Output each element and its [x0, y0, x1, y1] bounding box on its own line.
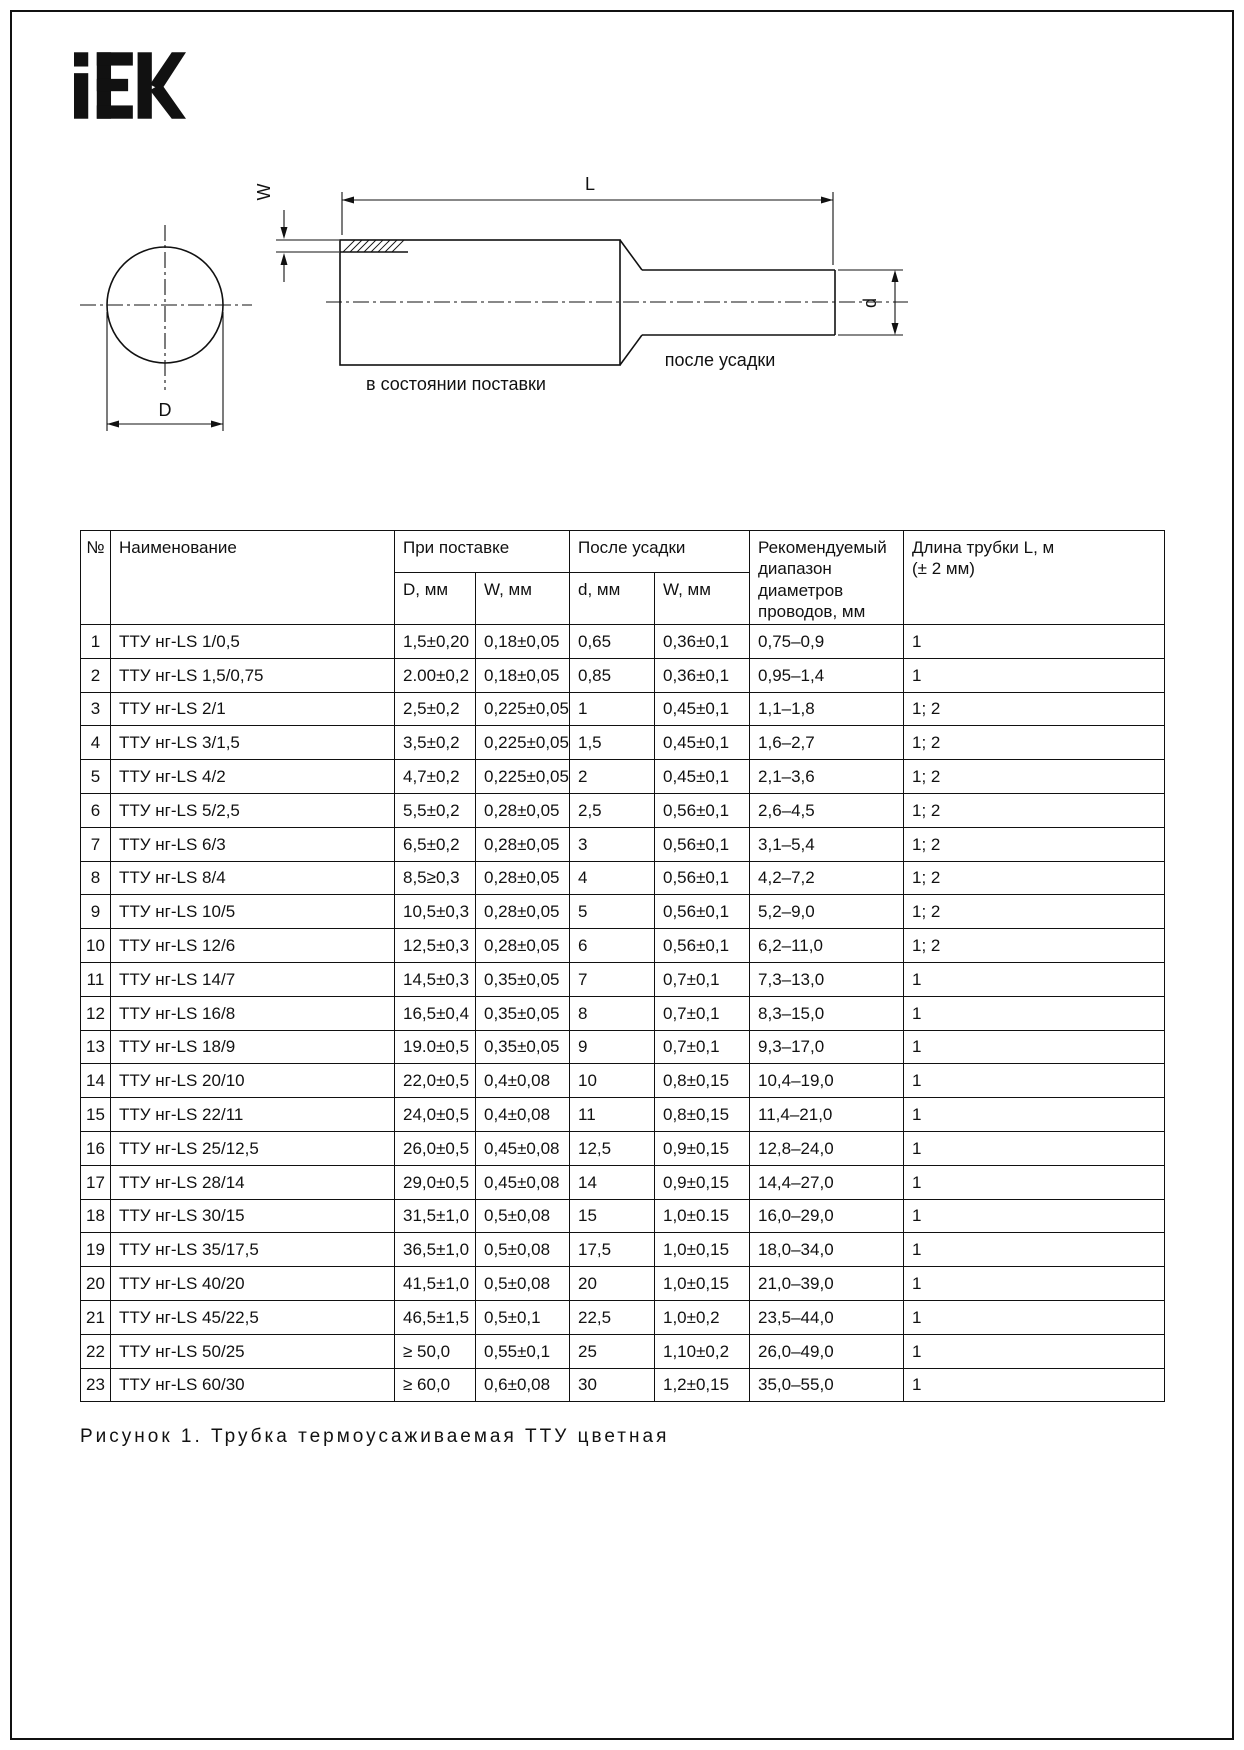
- table-cell: 1,5±0,20: [395, 625, 476, 659]
- table-cell: ТТУ нг-LS 2/1: [111, 692, 395, 726]
- table-cell: 0,95–1,4: [750, 658, 904, 692]
- table-cell: 14,5±0,3: [395, 962, 476, 996]
- table-cell: 5,2–9,0: [750, 895, 904, 929]
- table-cell: 1: [904, 1098, 1165, 1132]
- table-cell: 1: [904, 625, 1165, 659]
- table-row: [81, 1267, 1165, 1301]
- table-cell: 4,7±0,2: [395, 760, 476, 794]
- table-cell: 24,0±0,5: [395, 1098, 476, 1132]
- dim-label-L: L: [584, 174, 596, 194]
- table-cell: 1,0±0,2: [655, 1300, 750, 1334]
- table-cell: 1: [570, 692, 655, 726]
- row-number-cell: 14: [81, 1064, 111, 1098]
- supply-state-label: в состоянии поставки: [366, 374, 546, 394]
- col-header-after-w: W, мм: [655, 572, 750, 624]
- table-cell: 0,85: [570, 658, 655, 692]
- table-row: [81, 1064, 1165, 1098]
- table-row: [81, 996, 1165, 1030]
- table-cell: 1,10±0,2: [655, 1334, 750, 1368]
- table-cell: 1,6–2,7: [750, 726, 904, 760]
- table-row: [81, 895, 1165, 929]
- row-number-cell: 11: [81, 962, 111, 996]
- table-cell: 3: [570, 827, 655, 861]
- table-row: [81, 929, 1165, 963]
- table-cell: 0,5±0,08: [476, 1199, 570, 1233]
- row-number-cell: 15: [81, 1098, 111, 1132]
- table-cell: ТТУ нг-LS 18/9: [111, 1030, 395, 1064]
- table-row: [81, 625, 1165, 659]
- figure-caption: Рисунок 1. Трубка термоусаживаемая ТТУ цветная: [80, 1426, 670, 1447]
- table-cell: 1; 2: [904, 760, 1165, 794]
- col-header-name: Наименование: [111, 531, 395, 625]
- table-cell: 1: [904, 1368, 1165, 1402]
- col-header-length-line1: Длина трубки L, м: [912, 538, 1055, 557]
- table-cell: 30: [570, 1368, 655, 1402]
- table-cell: 0,45±0,1: [655, 760, 750, 794]
- table-cell: ТТУ нг-LS 28/14: [111, 1165, 395, 1199]
- table-cell: 2,1–3,6: [750, 760, 904, 794]
- table-cell: 0,35±0,05: [476, 1030, 570, 1064]
- table-cell: 1; 2: [904, 861, 1165, 895]
- table-cell: 6,2–11,0: [750, 929, 904, 963]
- table-cell: 22,5: [570, 1300, 655, 1334]
- table-cell: ТТУ нг-LS 22/11: [111, 1098, 395, 1132]
- table-cell: 0,28±0,05: [476, 861, 570, 895]
- col-header-num: №: [81, 531, 111, 625]
- table-cell: 0,56±0,1: [655, 861, 750, 895]
- table-cell: 6: [570, 929, 655, 963]
- row-number-cell: 2: [81, 658, 111, 692]
- table-cell: 23,5–44,0: [750, 1300, 904, 1334]
- table-row: [81, 1199, 1165, 1233]
- row-number-cell: 21: [81, 1300, 111, 1334]
- table-cell: ТТУ нг-LS 35/17,5: [111, 1233, 395, 1267]
- table-cell: 0,7±0,1: [655, 1030, 750, 1064]
- table-cell: 0,5±0,08: [476, 1233, 570, 1267]
- table-cell: 0,56±0,1: [655, 895, 750, 929]
- row-number-cell: 20: [81, 1267, 111, 1301]
- table-cell: 1,0±0,15: [655, 1267, 750, 1301]
- table-cell: 1: [904, 1233, 1165, 1267]
- table-cell: 2,5: [570, 793, 655, 827]
- spec-table: [80, 530, 1165, 1402]
- table-cell: 26,0±0,5: [395, 1131, 476, 1165]
- dimension-L: [342, 174, 833, 265]
- table-cell: 31,5±1,0: [395, 1199, 476, 1233]
- table-cell: 0,18±0,05: [476, 625, 570, 659]
- table-cell: 1,0±0,15: [655, 1233, 750, 1267]
- table-cell: 12,5±0,3: [395, 929, 476, 963]
- table-cell: 1; 2: [904, 827, 1165, 861]
- table-cell: 0,225±0,05: [476, 726, 570, 760]
- table-cell: 0,8±0,15: [655, 1064, 750, 1098]
- table-row: [81, 1368, 1165, 1402]
- table-row: [81, 1233, 1165, 1267]
- table-cell: 11: [570, 1098, 655, 1132]
- table-cell: 1,0±0.15: [655, 1199, 750, 1233]
- table-cell: 0,56±0,1: [655, 793, 750, 827]
- table-cell: 3,5±0,2: [395, 726, 476, 760]
- table-cell: 1: [904, 996, 1165, 1030]
- table-cell: ТТУ нг-LS 1,5/0,75: [111, 658, 395, 692]
- table-cell: 0,28±0,05: [476, 793, 570, 827]
- table-cell: 29,0±0,5: [395, 1165, 476, 1199]
- table-row: [81, 1098, 1165, 1132]
- table-cell: 0,6±0,08: [476, 1368, 570, 1402]
- table-cell: 10: [570, 1064, 655, 1098]
- table-cell: ТТУ нг-LS 60/30: [111, 1368, 395, 1402]
- table-row: [81, 793, 1165, 827]
- row-number-cell: 7: [81, 827, 111, 861]
- table-cell: 0,56±0,1: [655, 929, 750, 963]
- table-cell: ТТУ нг-LS 40/20: [111, 1267, 395, 1301]
- row-number-cell: 8: [81, 861, 111, 895]
- row-number-cell: 3: [81, 692, 111, 726]
- table-cell: 0,36±0,1: [655, 658, 750, 692]
- table-cell: 0,75–0,9: [750, 625, 904, 659]
- table-cell: 4: [570, 861, 655, 895]
- table-cell: 0,36±0,1: [655, 625, 750, 659]
- row-number-cell: 18: [81, 1199, 111, 1233]
- table-cell: 1: [904, 1334, 1165, 1368]
- row-number-cell: 5: [81, 760, 111, 794]
- table-cell: 9: [570, 1030, 655, 1064]
- table-cell: 26,0–49,0: [750, 1334, 904, 1368]
- table-row: [81, 1030, 1165, 1064]
- table-cell: ≥ 50,0: [395, 1334, 476, 1368]
- table-cell: ТТУ нг-LS 1/0,5: [111, 625, 395, 659]
- table-cell: ТТУ нг-LS 30/15: [111, 1199, 395, 1233]
- table-cell: 2,6–4,5: [750, 793, 904, 827]
- table-cell: 19.0±0,5: [395, 1030, 476, 1064]
- table-cell: ТТУ нг-LS 45/22,5: [111, 1300, 395, 1334]
- table-cell: ТТУ нг-LS 3/1,5: [111, 726, 395, 760]
- after-shrink-label: после усадки: [664, 350, 776, 370]
- technical-drawing: [60, 140, 940, 475]
- table-row: [81, 1131, 1165, 1165]
- table-cell: 0,55±0,1: [476, 1334, 570, 1368]
- row-number-cell: 17: [81, 1165, 111, 1199]
- table-cell: 0,28±0,05: [476, 827, 570, 861]
- row-number-cell: 19: [81, 1233, 111, 1267]
- tube-side-view: [326, 240, 908, 365]
- table-row: [81, 1300, 1165, 1334]
- table-cell: 1: [904, 1064, 1165, 1098]
- col-header-supply-w: W, мм: [476, 572, 570, 624]
- table-cell: 1; 2: [904, 726, 1165, 760]
- table-cell: 0,45±0,1: [655, 692, 750, 726]
- table-cell: 21,0–39,0: [750, 1267, 904, 1301]
- row-number-cell: 13: [81, 1030, 111, 1064]
- table-cell: 1: [904, 1131, 1165, 1165]
- table-cell: ТТУ нг-LS 16/8: [111, 996, 395, 1030]
- table-cell: 0,4±0,08: [476, 1064, 570, 1098]
- spec-table-body: [81, 625, 1165, 1402]
- table-cell: 2: [570, 760, 655, 794]
- table-cell: 2,5±0,2: [395, 692, 476, 726]
- table-cell: 1; 2: [904, 929, 1165, 963]
- table-cell: 1: [904, 1267, 1165, 1301]
- table-cell: 35,0–55,0: [750, 1368, 904, 1402]
- col-header-length-line2: (± 2 мм): [912, 559, 975, 579]
- row-number-cell: 6: [81, 793, 111, 827]
- table-row: [81, 1334, 1165, 1368]
- table-cell: 10,4–19,0: [750, 1064, 904, 1098]
- table-cell: 9,3–17,0: [750, 1030, 904, 1064]
- table-cell: 7: [570, 962, 655, 996]
- table-cell: 0,225±0,05: [476, 692, 570, 726]
- table-cell: 2.00±0,2: [395, 658, 476, 692]
- table-row: [81, 827, 1165, 861]
- row-number-cell: 22: [81, 1334, 111, 1368]
- col-header-after: После усадки: [570, 531, 750, 573]
- table-cell: 7,3–13,0: [750, 962, 904, 996]
- table-cell: 0,28±0,05: [476, 929, 570, 963]
- table-cell: 1: [904, 962, 1165, 996]
- table-cell: 3,1–5,4: [750, 827, 904, 861]
- table-cell: ТТУ нг-LS 8/4: [111, 861, 395, 895]
- table-cell: 1: [904, 1300, 1165, 1334]
- row-number-cell: 1: [81, 625, 111, 659]
- table-cell: 0,28±0,05: [476, 895, 570, 929]
- table-cell: 17,5: [570, 1233, 655, 1267]
- table-cell: 0,45±0,1: [655, 726, 750, 760]
- table-cell: ТТУ нг-LS 10/5: [111, 895, 395, 929]
- table-cell: 0,35±0,05: [476, 962, 570, 996]
- table-row: [81, 692, 1165, 726]
- table-cell: 11,4–21,0: [750, 1098, 904, 1132]
- table-cell: 14: [570, 1165, 655, 1199]
- table-cell: 1; 2: [904, 895, 1165, 929]
- wall-hatch: [343, 240, 404, 252]
- table-cell: 0,7±0,1: [655, 996, 750, 1030]
- row-number-cell: 23: [81, 1368, 111, 1402]
- table-cell: 46,5±1,5: [395, 1300, 476, 1334]
- table-cell: ТТУ нг-LS 12/6: [111, 929, 395, 963]
- table-cell: 8: [570, 996, 655, 1030]
- table-cell: 5: [570, 895, 655, 929]
- table-cell: 15: [570, 1199, 655, 1233]
- table-row: [81, 962, 1165, 996]
- front-view-circle: [80, 225, 252, 431]
- table-cell: ТТУ нг-LS 6/3: [111, 827, 395, 861]
- col-header-supply-d: D, мм: [395, 572, 476, 624]
- table-cell: 0,18±0,05: [476, 658, 570, 692]
- table-cell: 8,5≥0,3: [395, 861, 476, 895]
- table-row: [81, 760, 1165, 794]
- table-cell: 1,1–1,8: [750, 692, 904, 726]
- col-header-after-d: d, мм: [570, 572, 655, 624]
- table-cell: ТТУ нг-LS 5/2,5: [111, 793, 395, 827]
- table-cell: 6,5±0,2: [395, 827, 476, 861]
- table-cell: 16,5±0,4: [395, 996, 476, 1030]
- table-cell: 16,0–29,0: [750, 1199, 904, 1233]
- dim-label-d: d: [860, 297, 880, 309]
- dim-label-W: W: [254, 183, 274, 201]
- table-cell: 0,9±0,15: [655, 1131, 750, 1165]
- table-cell: 5,5±0,2: [395, 793, 476, 827]
- table-cell: 18,0–34,0: [750, 1233, 904, 1267]
- row-number-cell: 12: [81, 996, 111, 1030]
- table-cell: 4,2–7,2: [750, 861, 904, 895]
- table-cell: ТТУ нг-LS 14/7: [111, 962, 395, 996]
- table-cell: ТТУ нг-LS 20/10: [111, 1064, 395, 1098]
- table-cell: 0,4±0,08: [476, 1098, 570, 1132]
- table-cell: 0,65: [570, 625, 655, 659]
- iek-logo: [74, 52, 186, 124]
- table-cell: 25: [570, 1334, 655, 1368]
- table-row: [81, 861, 1165, 895]
- row-number-cell: 16: [81, 1131, 111, 1165]
- table-cell: 1: [904, 658, 1165, 692]
- table-cell: 1,5: [570, 726, 655, 760]
- table-cell: 36,5±1,0: [395, 1233, 476, 1267]
- table-cell: ТТУ нг-LS 25/12,5: [111, 1131, 395, 1165]
- table-cell: 0,225±0,05: [476, 760, 570, 794]
- table-cell: ≥ 60,0: [395, 1368, 476, 1402]
- table-row: [81, 1165, 1165, 1199]
- dimension-W: [254, 184, 339, 283]
- table-cell: 41,5±1,0: [395, 1267, 476, 1301]
- table-cell: 1; 2: [904, 793, 1165, 827]
- row-number-cell: 4: [81, 726, 111, 760]
- table-cell: 1: [904, 1030, 1165, 1064]
- table-cell: 0,56±0,1: [655, 827, 750, 861]
- table-cell: 8,3–15,0: [750, 996, 904, 1030]
- table-cell: ТТУ нг-LS 50/25: [111, 1334, 395, 1368]
- table-cell: 14,4–27,0: [750, 1165, 904, 1199]
- table-cell: 0,45±0,08: [476, 1165, 570, 1199]
- table-cell: 1,2±0,15: [655, 1368, 750, 1402]
- table-cell: 22,0±0,5: [395, 1064, 476, 1098]
- row-number-cell: 9: [81, 895, 111, 929]
- table-cell: 20: [570, 1267, 655, 1301]
- table-cell: 10,5±0,3: [395, 895, 476, 929]
- table-cell: ТТУ нг-LS 4/2: [111, 760, 395, 794]
- table-row: [81, 658, 1165, 692]
- col-header-range: Рекомендуемый диапазон диаметров проводов, мм: [750, 531, 904, 625]
- table-cell: 0,7±0,1: [655, 962, 750, 996]
- table-cell: 0,5±0,1: [476, 1300, 570, 1334]
- table-row: [81, 726, 1165, 760]
- table-cell: 1: [904, 1199, 1165, 1233]
- table-cell: 1: [904, 1165, 1165, 1199]
- col-header-supply: При поставке: [395, 531, 570, 573]
- table-cell: 0,8±0,15: [655, 1098, 750, 1132]
- table-cell: 0,5±0,08: [476, 1267, 570, 1301]
- dim-label-D: D: [158, 400, 172, 420]
- table-cell: 0,45±0,08: [476, 1131, 570, 1165]
- table-cell: 12,5: [570, 1131, 655, 1165]
- iek-logo-mark: [74, 52, 186, 119]
- row-number-cell: 10: [81, 929, 111, 963]
- col-header-length: [904, 531, 1165, 625]
- table-cell: 12,8–24,0: [750, 1131, 904, 1165]
- table-cell: 0,35±0,05: [476, 996, 570, 1030]
- table-cell: 0,9±0,15: [655, 1165, 750, 1199]
- table-cell: 1; 2: [904, 692, 1165, 726]
